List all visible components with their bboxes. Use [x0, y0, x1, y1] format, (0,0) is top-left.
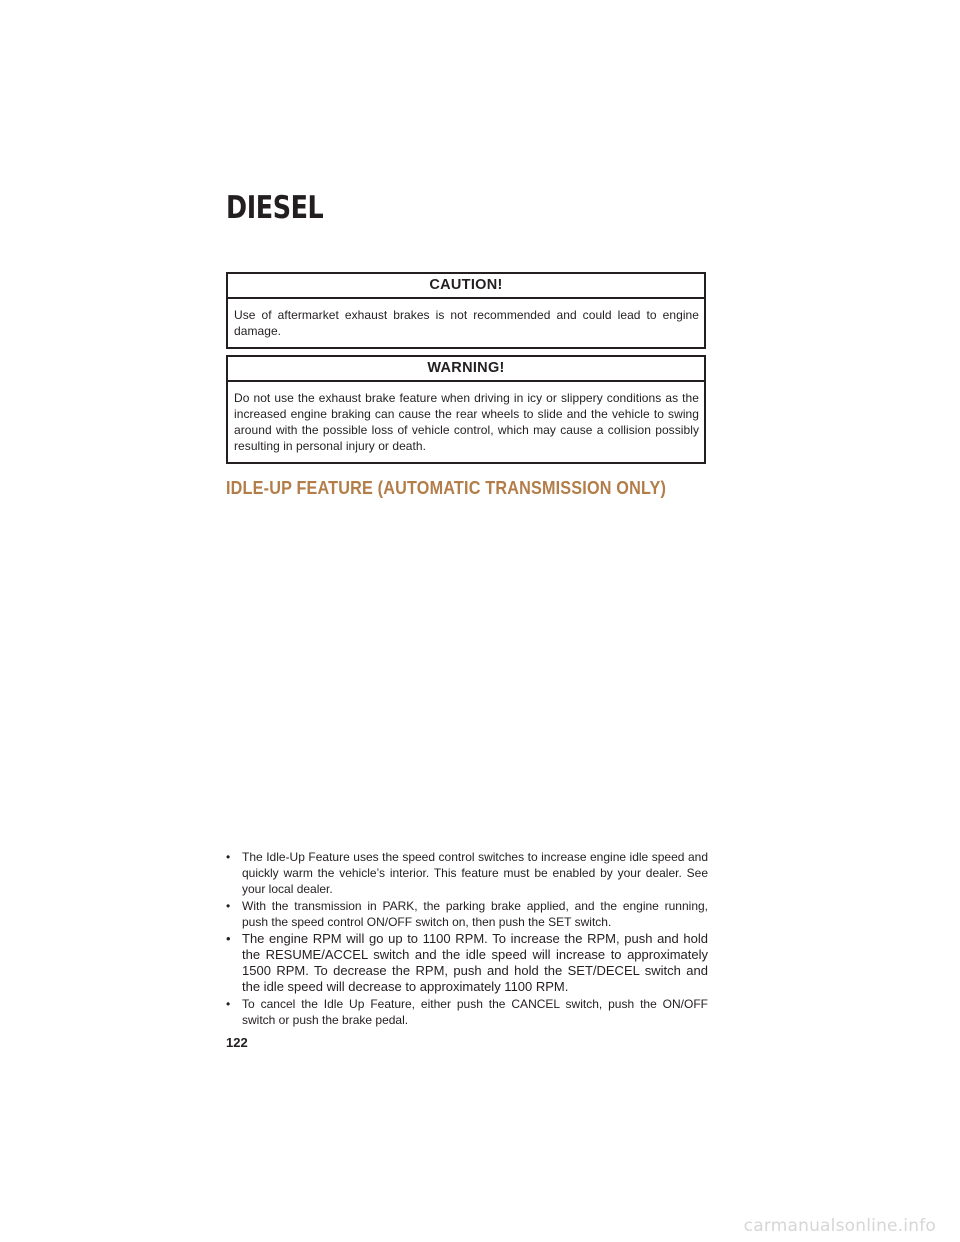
- bullet-text: To cancel the Idle Up Feature, either push the CANCEL switch, push the ON/OFF switch or push the brake pedal.: [242, 997, 708, 1027]
- caution-box: [226, 272, 706, 349]
- warning-box: [226, 355, 706, 464]
- bullet-item-rpm: [226, 931, 708, 995]
- watermark-text: carmanualsonline.info: [743, 1216, 936, 1236]
- caution-text: Use of aftermarket exhaust brakes is not recommended and could lead to engine damage.: [234, 308, 699, 338]
- bullet-text: The Idle-Up Feature uses the speed control switches to increase engine idle speed and quickly warm the vehicle’s interior. This feature must be enabled by your dealer. See your local dealer.: [242, 850, 708, 896]
- bullet-text: The engine RPM will go up to 1100 RPM. To increase the RPM, push and hold the RESUME/ACCEL switch and the idle speed will increase to approximately 1500 RPM. To decrease the RPM, push and hold the SET/DECEL switch and the idle speed will decrease to approximately 1100 RPM.: [242, 931, 708, 994]
- bullet-dot-icon: •: [226, 850, 231, 864]
- bullet-dot-icon: •: [226, 997, 231, 1011]
- section-title: DIESEL: [226, 190, 324, 226]
- bullet-text: With the transmission in PARK, the parking brake applied, and the engine running, push the speed control ON/OFF switch on, then push the SET switch.: [242, 899, 708, 929]
- bullet-item-enable: [226, 849, 708, 897]
- caution-heading: CAUTION!: [228, 274, 704, 299]
- warning-heading: WARNING!: [228, 357, 704, 382]
- page-number: 122: [226, 1035, 248, 1050]
- bullet-item-activate: [226, 898, 708, 930]
- bullet-dot-icon: •: [226, 899, 231, 913]
- bullet-dot-icon: •: [226, 931, 231, 946]
- warning-text: Do not use the exhaust brake feature when driving in icy or slippery conditions as the increased engine braking can cause the rear wheels to slide and the vehicle to swing around with the possible loss of vehicle control, which may cause a collision possibly resulting in personal injury or death.: [234, 391, 699, 453]
- bullet-item-cancel: [226, 996, 708, 1028]
- idle-up-bullet-list: [226, 849, 708, 1029]
- idle-up-heading: IDLE-UP FEATURE (AUTOMATIC TRANSMISSION ONLY): [226, 478, 667, 498]
